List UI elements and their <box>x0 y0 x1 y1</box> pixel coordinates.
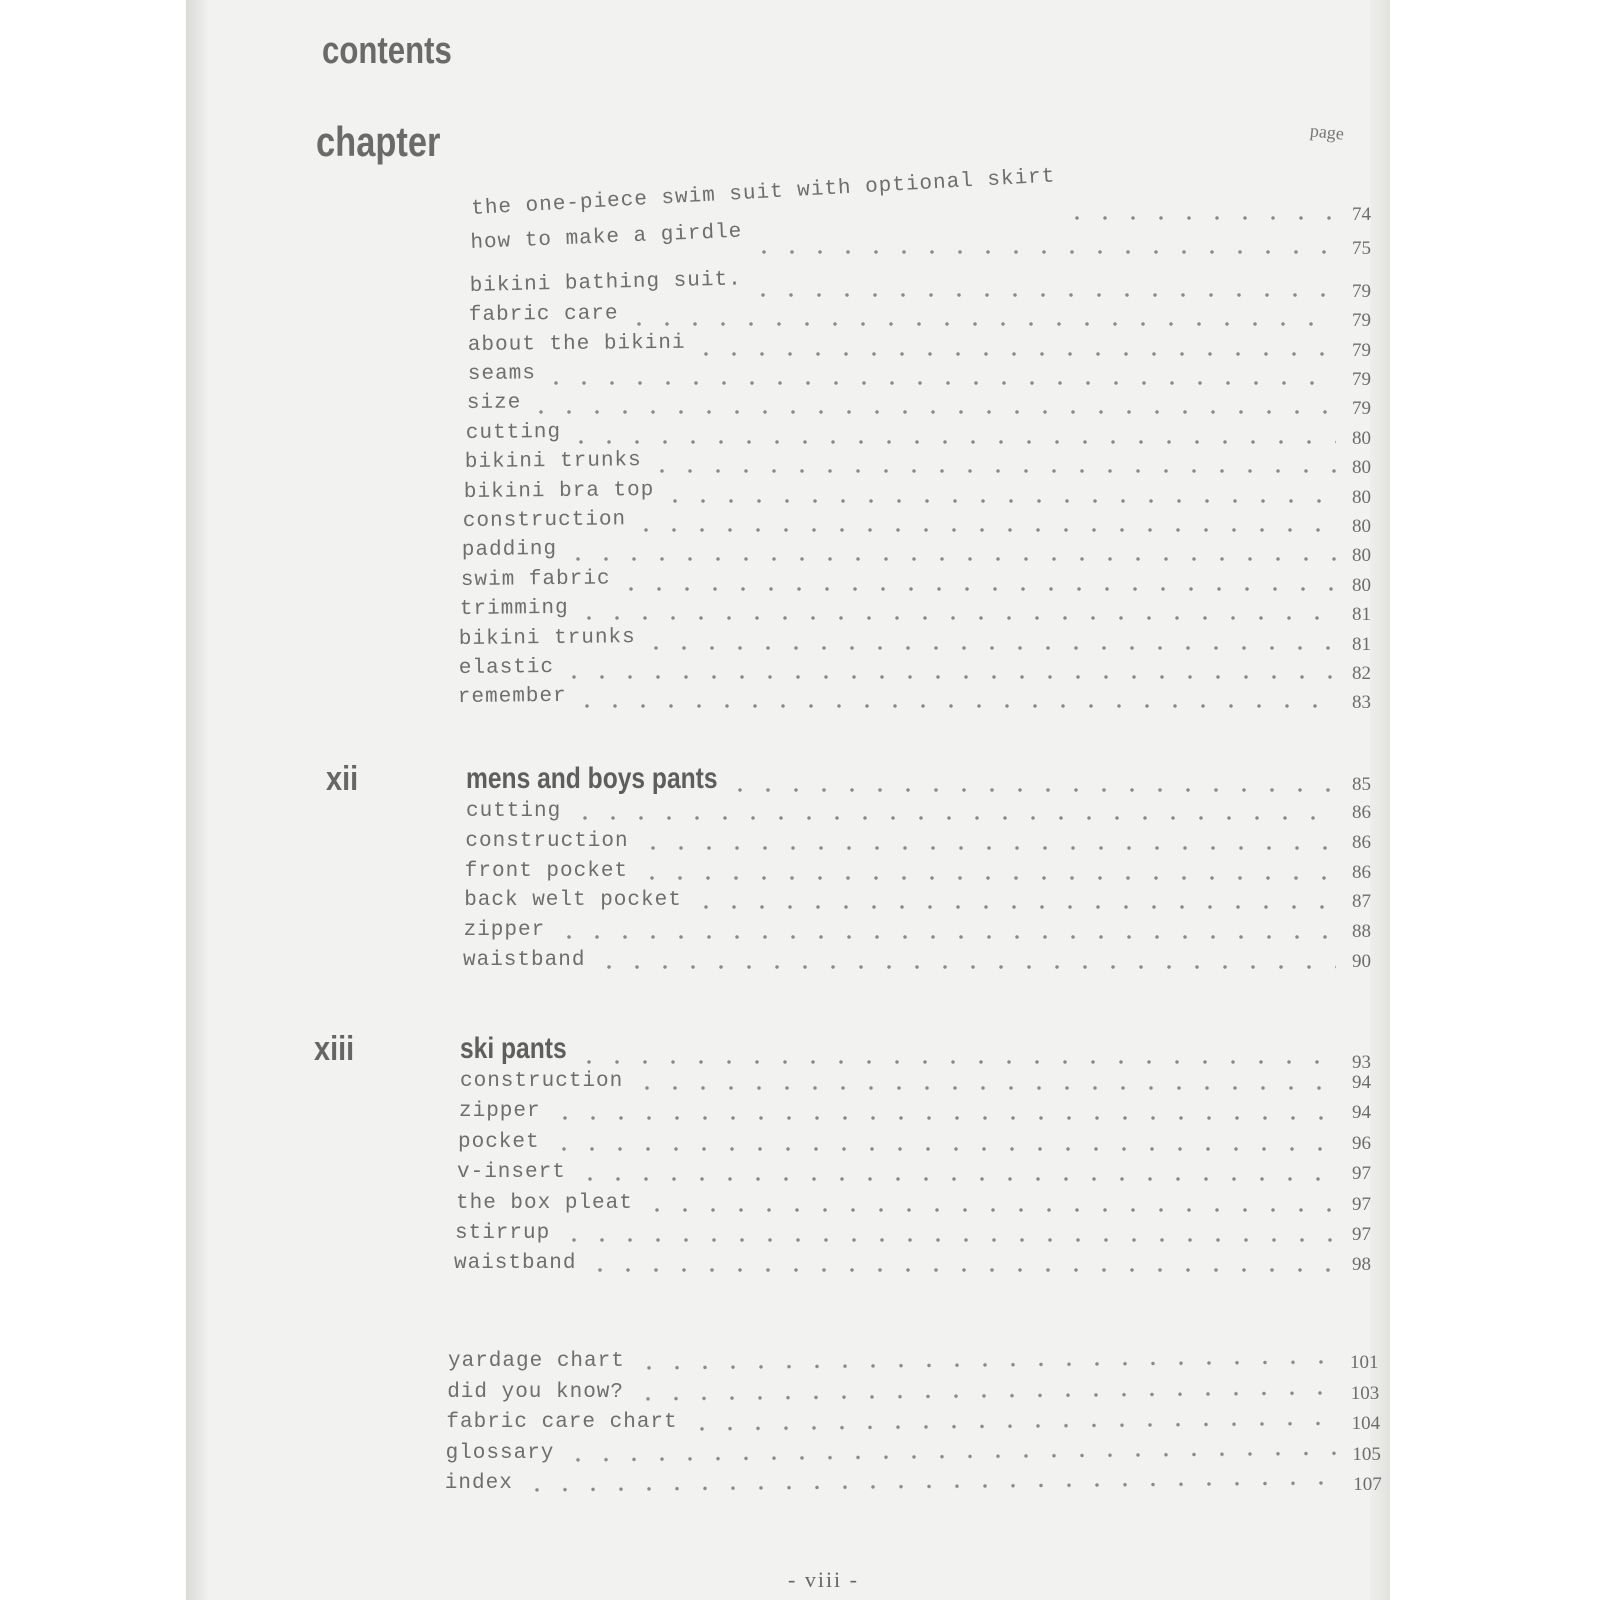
dot-leader <box>571 816 1336 820</box>
toc-entry-label: bikini bra top <box>463 478 655 504</box>
toc-entry-page: 97 <box>1352 1193 1371 1215</box>
toc-entry-label: construction <box>465 829 629 853</box>
toc-entry-page: 80 <box>1352 545 1371 567</box>
toc-entry-label: stirrup <box>455 1222 551 1245</box>
dot-leader <box>648 469 1336 473</box>
toc-entry-page: 81 <box>1352 633 1371 655</box>
dot-leader <box>633 1086 1336 1090</box>
dot-leader <box>555 935 1336 939</box>
toc-entry-page: 74 <box>1352 204 1371 225</box>
dot-leader <box>575 1060 1336 1064</box>
dot-leader <box>1063 216 1336 220</box>
toc-entry-page: 79 <box>1352 369 1371 390</box>
chapter-title: mens and boys pants <box>466 762 718 795</box>
toc-entry-label: back welt pocket <box>464 889 682 913</box>
toc-entry-page: 79 <box>1352 280 1371 302</box>
toc-entry-page: 94 <box>1352 1102 1371 1124</box>
contents-heading: contents <box>322 30 452 72</box>
dot-leader <box>595 965 1336 969</box>
toc-entry-page: 75 <box>1352 238 1371 259</box>
dot-leader <box>750 250 1336 254</box>
toc-entry-label: cutting <box>465 420 561 445</box>
dot-leader <box>560 1238 1336 1242</box>
toc-entry-label: v-insert <box>457 1161 566 1185</box>
dot-leader <box>642 646 1336 650</box>
dot-leader <box>692 352 1336 356</box>
dot-leader <box>551 1116 1336 1120</box>
toc-entry-label: remember <box>457 685 567 710</box>
toc-entry-label: elastic <box>458 656 554 680</box>
toc-entry-page: 80 <box>1352 457 1371 479</box>
dot-leader <box>661 499 1336 503</box>
toc-entry-label: zipper <box>463 919 546 943</box>
toc-entry-page: 83 <box>1352 692 1371 714</box>
toc-entry-page: 80 <box>1352 486 1371 508</box>
toc-entry-page: 101 <box>1350 1352 1379 1373</box>
toc-entry-label: waistband <box>463 949 586 972</box>
toc-entry-label: swim fabric <box>460 567 611 592</box>
toc-entry-label: bikini trunks <box>464 449 642 475</box>
toc-entry-page: 96 <box>1352 1132 1371 1154</box>
dot-leader <box>632 528 1336 532</box>
toc-entry-page: 98 <box>1352 1254 1371 1276</box>
chapter-title: ski pants <box>460 1032 567 1065</box>
toc-entry-page: 80 <box>1352 574 1371 596</box>
toc-entry-label: bikini bathing suit. <box>469 268 743 298</box>
dot-leader <box>638 876 1336 880</box>
dot-leader <box>643 1208 1336 1212</box>
toc-entry-page: 86 <box>1352 802 1371 823</box>
dot-leader <box>575 616 1336 620</box>
dot-leader <box>639 846 1336 850</box>
toc-entry-page: 94 <box>1352 1072 1371 1093</box>
chapter-column-heading: chapter <box>316 118 441 165</box>
toc-entry-label: waistband <box>454 1252 577 1276</box>
toc-entry-page: 104 <box>1351 1413 1381 1435</box>
toc-entry-label: cutting <box>466 800 562 823</box>
dot-leader <box>550 1147 1336 1151</box>
toc-entry-label: front pocket <box>464 859 629 883</box>
toc-entry-page: 90 <box>1352 951 1371 972</box>
dot-leader <box>560 675 1336 679</box>
toc-entry-label: did you know? <box>447 1380 625 1404</box>
page-number-footer: - viii - <box>788 1567 859 1592</box>
toc-entry-label: construction <box>462 508 627 533</box>
dot-leader <box>542 381 1336 385</box>
dot-leader <box>567 440 1336 444</box>
toc-entry-label: pocket <box>458 1130 540 1154</box>
toc-entry-page: 79 <box>1352 398 1371 420</box>
toc-entry-page: 88 <box>1352 921 1371 943</box>
toc-entry-page: 97 <box>1352 1163 1371 1185</box>
dot-leader <box>527 410 1336 414</box>
dot-leader <box>564 557 1336 561</box>
chapter-number: xii <box>326 760 359 798</box>
toc-entry-page: 79 <box>1352 339 1371 361</box>
toc-entry-page: 87 <box>1352 891 1371 913</box>
toc-entry-page: 107 <box>1353 1474 1382 1496</box>
toc-entry-page: 82 <box>1352 663 1371 684</box>
dot-leader <box>726 788 1336 792</box>
dot-leader <box>576 1177 1336 1181</box>
toc-entry-label: yardage chart <box>448 1350 625 1373</box>
toc-entry-page: 103 <box>1350 1382 1380 1404</box>
toc-entry-label: zipper <box>459 1100 541 1124</box>
toc-entry-label: bikini trunks <box>459 625 637 651</box>
toc-entry-page: 80 <box>1352 516 1371 537</box>
chapter-title-page: 85 <box>1352 774 1371 795</box>
toc-entry-label: size <box>466 391 522 416</box>
toc-entry-label: how to make a girdle <box>470 220 743 255</box>
toc-entry-label: about the bikini <box>468 331 687 357</box>
chapter-number: xiii <box>314 1030 355 1068</box>
page-edge <box>186 0 208 1600</box>
dot-leader <box>625 322 1336 326</box>
toc-entry-page: 81 <box>1352 604 1371 626</box>
toc-entry-page: 97 <box>1352 1224 1371 1245</box>
toc-entry-label: index <box>444 1472 513 1496</box>
toc-entry-label: padding <box>461 538 558 563</box>
toc-entry-label: construction <box>460 1070 624 1093</box>
dot-leader <box>586 1268 1336 1272</box>
toc-entry-label: fabric care <box>469 302 619 328</box>
dot-leader <box>692 905 1336 909</box>
page-column-heading: page <box>1309 120 1345 144</box>
dot-leader <box>573 704 1336 708</box>
chapter-title-page: 93 <box>1352 1052 1371 1073</box>
toc-entry-label: the one-piece swim suit with optional skirt <box>470 165 1056 221</box>
toc-entry-label: fabric care chart <box>446 1411 678 1435</box>
toc-entry-page: 79 <box>1352 310 1371 332</box>
dot-leader <box>749 293 1336 297</box>
toc-entry-label: glossary <box>445 1441 555 1465</box>
toc-entry-page: 86 <box>1352 831 1371 853</box>
dot-leader <box>617 587 1336 591</box>
toc-entry-page: 86 <box>1352 861 1371 883</box>
toc-entry-label: seams <box>467 362 536 386</box>
toc-entry-page: 80 <box>1352 427 1371 449</box>
toc-entry-label: trimming <box>460 597 570 622</box>
toc-entry-page: 105 <box>1352 1443 1381 1465</box>
toc-entry-label: the box pleat <box>456 1191 633 1215</box>
